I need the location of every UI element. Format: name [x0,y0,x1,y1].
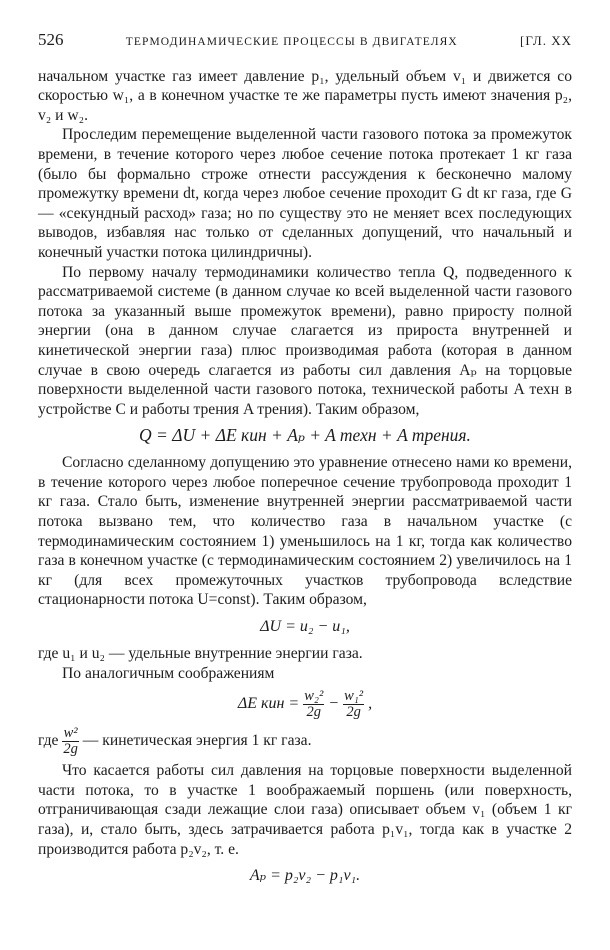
eq3-fraction-1 [303,689,324,720]
paragraph-1: начальном участке газ имеет давление p₁, удельный объем v₁ и движется со скоростью w₁, а в конечном участке те же параметры пусть имеют значения p₂, v₂ и w₂. [38,67,572,124]
eq3-frac1-numerator: w₂² [304,688,324,705]
eq3-minus: − [328,695,340,713]
book-page [38,30,572,893]
equation-energy-balance: Q = ΔU + ΔE кин + Aₚ + A техн + A трения. [139,425,471,446]
eq3-fraction-2 [343,689,364,720]
equation-pressure-work: Aₚ = p₂v₂ − p₁v₁. [249,867,361,885]
p7-frac-denominator: 2g [63,741,78,758]
p7-suffix: — кинетическая энергия 1 кг газа. [82,732,312,750]
equation-internal-energy: ΔU = u₂ − u₁, [260,618,350,636]
p7-prefix: где [38,732,59,750]
paragraph-7 [38,726,572,757]
p7-frac-numerator: w² [63,725,78,742]
paragraph-5: где u₁ и u₂ — удельные внутренние энергии газа. [38,645,363,663]
equation-kinetic-energy [38,689,572,720]
eq3-frac2-numerator: w₁² [344,688,364,705]
paragraph-6: По аналогичным соображениям [62,664,275,682]
paragraph-8: Что касается работы сил давления на торцовые поверхности выделенной части потока, то в участке 1 воображаемый поршень (или поверхность, отграничивающая сзади лежащие слои газа) описывает объем v₁ (объем 1 кг газа), и, стало быть, здесь затрачивается работа p₁v₁, тогда как в участке 2 производится работа p₂v₂, т. е. [38,762,572,858]
p7-fraction [62,726,79,757]
eq3-frac1-denominator: 2g [306,704,322,721]
page-header [38,30,572,53]
page-number: 526 [38,30,64,49]
paragraph-3: По первому началу термодинамики количество тепла Q, подведенного к рассматриваемой системе (в данном случае ко всей выделенной части газового потока за указанный выше промежуток времени), равно приросту полной энергии (она в данном случае слагается из прироста внутренней и кинетической энергии газа) плюс производимая работа (которая в данном случае в свою очередь слагается из работы сил давления Aₚ на торцовые поверхности выделенной части газового потока, технической работы A техн в устройстве C и работы трения A трения). Таким образом, [38,263,572,418]
running-title: ТЕРМОДИНАМИЧЕСКИЕ ПРОЦЕССЫ В ДВИГАТЕЛЯХ [125,36,458,48]
eq3-end: , [368,695,373,713]
chapter-label: [ГЛ. XX [520,33,572,48]
eq3-left: ΔE кин = [237,695,300,713]
paragraph-2: Проследим перемещение выделенной части газового потока за промежуток времени, в течение которого через любое сечение потока протекает 1 кг газа (было бы формально строже отнести рассуждения к бесконечно малому промежутку времени dt, когда через любое сечение проходит G dt кг газа, где G — «секундный расход» газа; но по существу это не меняет всех последующих выводов, избавляя нас только от сделанных допущений, что начальный и конечный участки потока цилиндричны). [38,126,572,261]
eq3-frac2-denominator: 2g [346,704,361,721]
paragraph-4: Согласно сделанному допущению это уравнение отнесено нами ко времени, в течение которого через любое поперечное сечение трубопровода проходит 1 кг газа. Стало быть, изменение внутренней энергии рассматриваемой части потока вызвано тем, что количество газа в начальном участке (с термодинамическим состоянием 1) уменьшилось на 1 кг, тогда как количество газа в конечном участке (с термодинамическим состоянием 2) увеличилось на 1 кг (для всех промежуточных участков трубопровода вследствие стационарности потока U=const). Таким образом, [38,454,572,609]
